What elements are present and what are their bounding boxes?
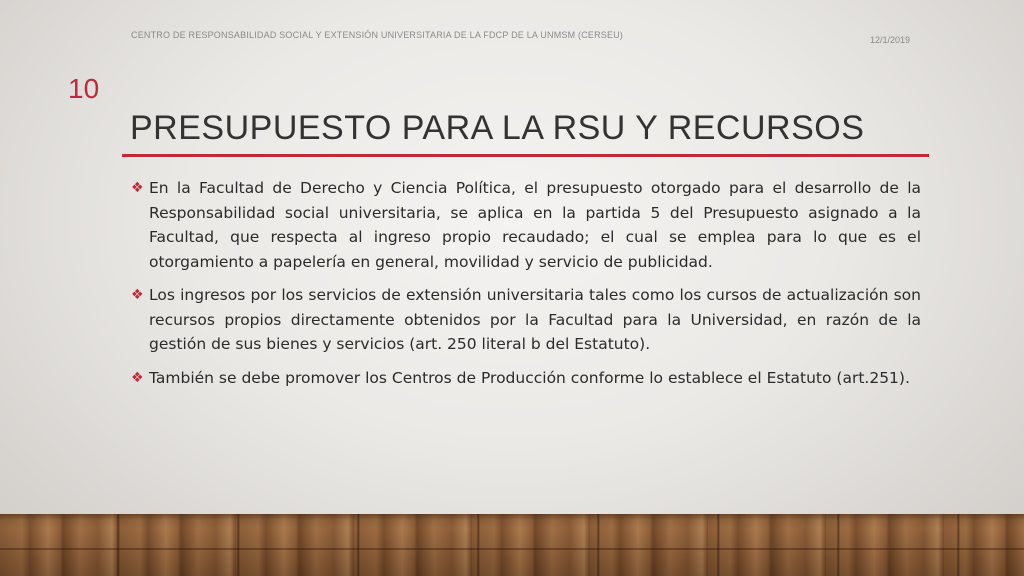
bullet-list bbox=[131, 176, 921, 399]
bullet-text: También se debe promover los Centros de Producción conforme lo establece el Estatuto (art.251). bbox=[149, 368, 910, 387]
bullet-item bbox=[131, 366, 921, 391]
diamond-bullet-icon: ❖ bbox=[131, 180, 144, 196]
floor-grain bbox=[0, 514, 1024, 576]
bullet-item bbox=[131, 176, 921, 274]
diamond-bullet-icon: ❖ bbox=[131, 369, 144, 386]
header-organization: CENTRO DE RESPONSABILIDAD SOCIAL Y EXTENSIÓN UNIVERSITARIA DE LA FDCP DE LA UNMSM (CERSEU) bbox=[131, 30, 624, 40]
bullet-text: En la Facultad de Derecho y Ciencia Política, el presupuesto otorgado para el desarrollo de la Responsabilidad social universitaria, se aplica en la partida 5 del Presupuesto asignado a la Facultad, que respecta al ingreso propio recaudado; el cual se emplea para lo que es el otorgamiento a papelería en general, movilidad y servicio de publicidad. bbox=[149, 179, 921, 271]
bullet-item bbox=[131, 283, 921, 357]
diamond-bullet-icon: ❖ bbox=[131, 287, 144, 303]
slide-date: 12/1/2019 bbox=[870, 35, 911, 45]
floor-seam bbox=[0, 548, 1024, 550]
slide-title: PRESUPUESTO PARA LA RSU Y RECURSOS bbox=[130, 109, 865, 147]
title-underline bbox=[122, 154, 929, 157]
bullet-text: Los ingresos por los servicios de extensión universitaria tales como los cursos de actualización son recursos propios directamente obtenidos por la Facultad para la Universidad, en razón de la gestión de sus bienes y servicios (art. 250 literal b del Estatuto). bbox=[149, 286, 921, 353]
slide-number: 10 bbox=[68, 73, 100, 104]
wooden-floor-decoration bbox=[0, 514, 1024, 576]
